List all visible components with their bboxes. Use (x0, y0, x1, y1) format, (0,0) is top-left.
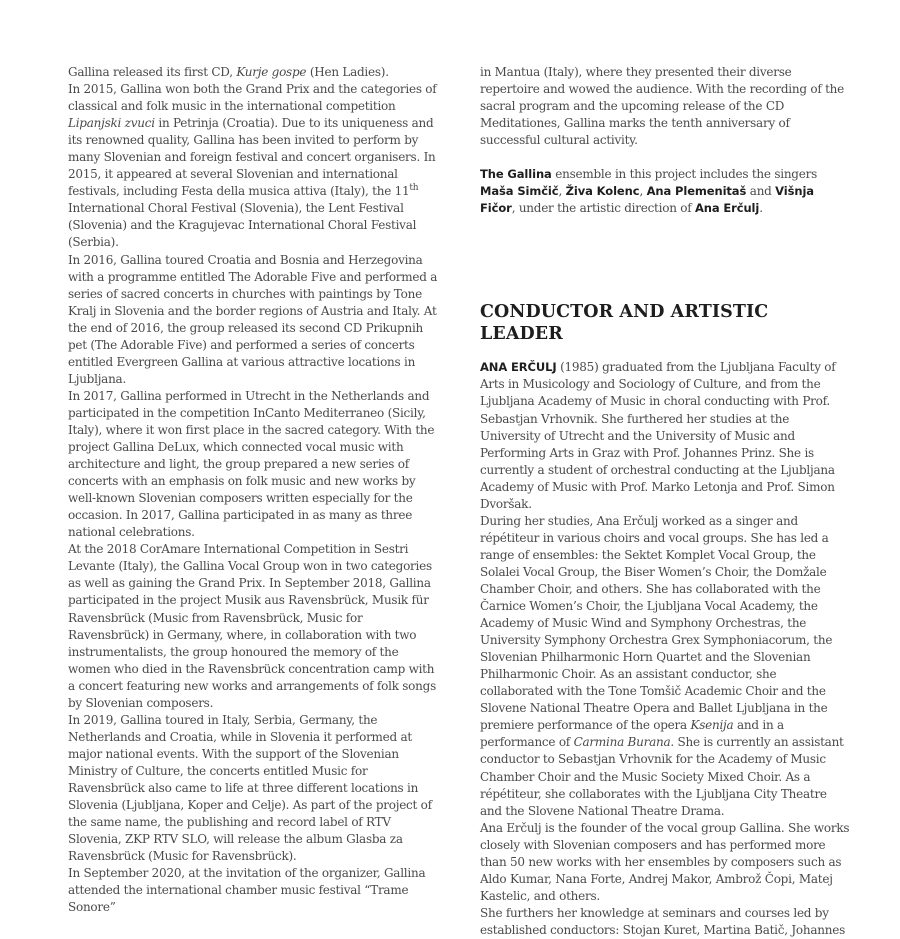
text-span: , (558, 184, 566, 199)
text-span: in Petrinja (Croatia). Due to its uniqueness and its renowned quality, Gallina has been invited to perform by many Slovenian and foreign festival and concert organisers. In 2015, it appeared at several Slovenian and international festivals, including Festa della musica attiva (Italy), the 11 (68, 116, 436, 199)
paragraph-mantua: in Mantua (Italy), where they presented their diverse repertoire and wowed the audience. With the recording of the sacral program and the upcoming release of the CD Meditationes, Gallina marks the tenth anniversary of successful cultural activity. (480, 65, 844, 148)
ordinal-suffix: th (409, 183, 419, 194)
conductor-name: ANA ERČULJ (480, 360, 557, 375)
paragraph-bio-seminars: She furthers her knowledge at seminars and courses led by established conductors: Stojan Kuret, Martina Batič, Johannes (480, 905, 845, 937)
paragraph-2019: In 2019, Gallina toured in Italy, Serbia, Germany, the Netherlands and Croatia, while in Slovenia it performed at major national events. With the support of the Slovenian Ministry of Culture, the concerts entitled Music for Ravensbrück also came to life at three different locations in Slovenia (Ljubljana, Koper and Celje). As part of the project of the same name, the publishing and record label of RTV Slovenia, ZKP RTV SLO, will release the album Glasba za Ravensbrück (Music for Ravensbrück). (68, 712, 432, 864)
director-name: Ana Erčulj (694, 201, 760, 216)
paragraph-bio-education (480, 359, 852, 512)
text-span: (1985) graduated from the Ljubljana Faculty of Arts in Musicology and Sociology of Culture, and from the Ljubljana Academy of Music in choral conducting with Prof. Sebastjan Vrhovnik. She furthered her studies at the University of Utrecht and the University of Music and Performing Arts in Graz with Prof. Johannes Prinz. She is currently a student of orchestral conducting at the Ljubljana Academy of Music with Prof. Marko Letonja and Prof. Simon Dvoršak. (480, 360, 836, 511)
paragraph-2018: At the 2018 CorAmare International Competition in Sestri Levante (Italy), the Gallina Vocal Group won in two categories as well as gaining the Grand Prix. In September 2018, Gallina participated in the project Musik aus Ravensbrück, Musik für Ravensbrück (Music from Ravensbrück, Music for Ravensbrück) in Germany, where, in collaboration with two instrumentalists, the group honoured the memory of the women who died in the Ravensbrück concentration camp with a concert featuring new works and arrangements of folk songs by Slovenian composers. (68, 542, 436, 710)
competition-name: Lipanjski zvuci (68, 116, 155, 131)
text-span: During her studies, Ana Erčulj worked as a singer and répétiteur in various choirs and vocal groups. She has led a range of ensembles: the Sektet Komplet Vocal Group, the Solalei Vocal Group, the Biser Women’s Choir, the Domžale Chamber Choir, and others. She has collaborated with the Čarnice Women’s Choir, the Ljubljana Vocal Academy, the Academy of Music Wind and Symphony Orchestras, the University Symphony Orchestra Grex Symphoniacorum, the Slovenian Philharmonic Horn Quartet and the Slovenian Philharmonic Choir. As an assistant conductor, she collaborated with the Tone Tomšič Academic Choir and the Slovene National Theatre Opera and Ballet Ljubljana in the premiere performance of the opera (480, 513, 833, 733)
work-title: Carmina Burana (573, 735, 671, 750)
paragraph-2017: In 2017, Gallina performed in Utrecht in the Netherlands and participated in the competition InCanto Mediterraneo (Sicily, Italy), where it won first place in the sacred category. With the project Gallina DeLux, which connected vocal music with architecture and light, the group prepared a new series of concerts with an emphasis on folk music and new works by well-known Slovenian composers written especially for the occasion. In 2017, Gallina participated in as many as three national celebrations. (68, 388, 435, 540)
paragraph-ensemble (480, 166, 852, 217)
text-span: Gallina released its first CD, (68, 65, 237, 79)
paragraph-2020: In September 2020, at the invitation of the organizer, Gallina attended the international chamber music festival “Trame Sonore” (68, 866, 426, 915)
singer-name: Višnja Fičor (480, 184, 814, 216)
section-heading: CONDUCTOR AND ARTISTIC LEADER (480, 302, 769, 345)
paragraph-bio-founder: Ana Erčulj is the founder of the vocal group Gallina. She works closely with Slovenian composers and has performed more than 50 new works with her ensembles by composers such as Aldo Kumar, Nana Forte, Andrej Makor, Ambrož Čopi, Matej Kastelic, and others. (480, 820, 850, 903)
text-span: and in a performance of (480, 718, 784, 750)
text-span: , (639, 184, 647, 199)
opera-title: Ksenija (690, 718, 734, 733)
paragraph-first-cd (68, 64, 438, 81)
paragraph-bio-career (480, 513, 852, 820)
text-span: In 2015, Gallina won both the Grand Prix and the categories of classical and folk music in the international competition (68, 82, 437, 114)
cd-title: Kurje gospe (236, 65, 307, 79)
spacer (480, 217, 852, 301)
singer-name: Maša Simčič (480, 184, 559, 199)
paragraph-2015 (68, 81, 438, 251)
paragraph-2016: In 2016, Gallina toured Croatia and Bosnia and Herzegovina with a programme entitled The Adorable Five and performed a series of sacred concerts in churches with paintings by Tone Kralj in Slovenia and the border regions of Austria and Italy. At the end of 2016, the group released its second CD Prikupnih pet (The Adorable Five) and performed a series of concerts entitled Evergreen Gallina at various attractive locations in Ljubljana. (68, 252, 438, 386)
spacer (480, 149, 852, 166)
ensemble-name: The Gallina (480, 167, 552, 182)
singer-name: Živa Kolenc (565, 184, 640, 199)
right-column (480, 64, 852, 939)
spacer (480, 345, 852, 359)
singer-name: Ana Plemenitaš (646, 184, 747, 199)
text-span: (Hen Ladies). (306, 65, 389, 79)
text-span: . She is currently an assistant conductor to Sebastjan Vrhovnik for the Academy of Music Chamber Choir and the Music Society Mixed Choir. As a répétiteur, she collaborates with the Ljubljana City Theatre and the Slovene National Theatre Drama. (480, 735, 844, 818)
text-span: and (746, 184, 776, 199)
text-span: International Choral Festival (Slovenia), the Lent Festival (Slovenia) and the Kragujevac International Choral Festival (Serbia). (68, 201, 417, 250)
text-span: ensemble in this project includes the singers (551, 167, 817, 182)
left-column (68, 64, 438, 916)
text-span: , under the artistic direction of (511, 201, 695, 216)
text-span: . (759, 201, 763, 216)
